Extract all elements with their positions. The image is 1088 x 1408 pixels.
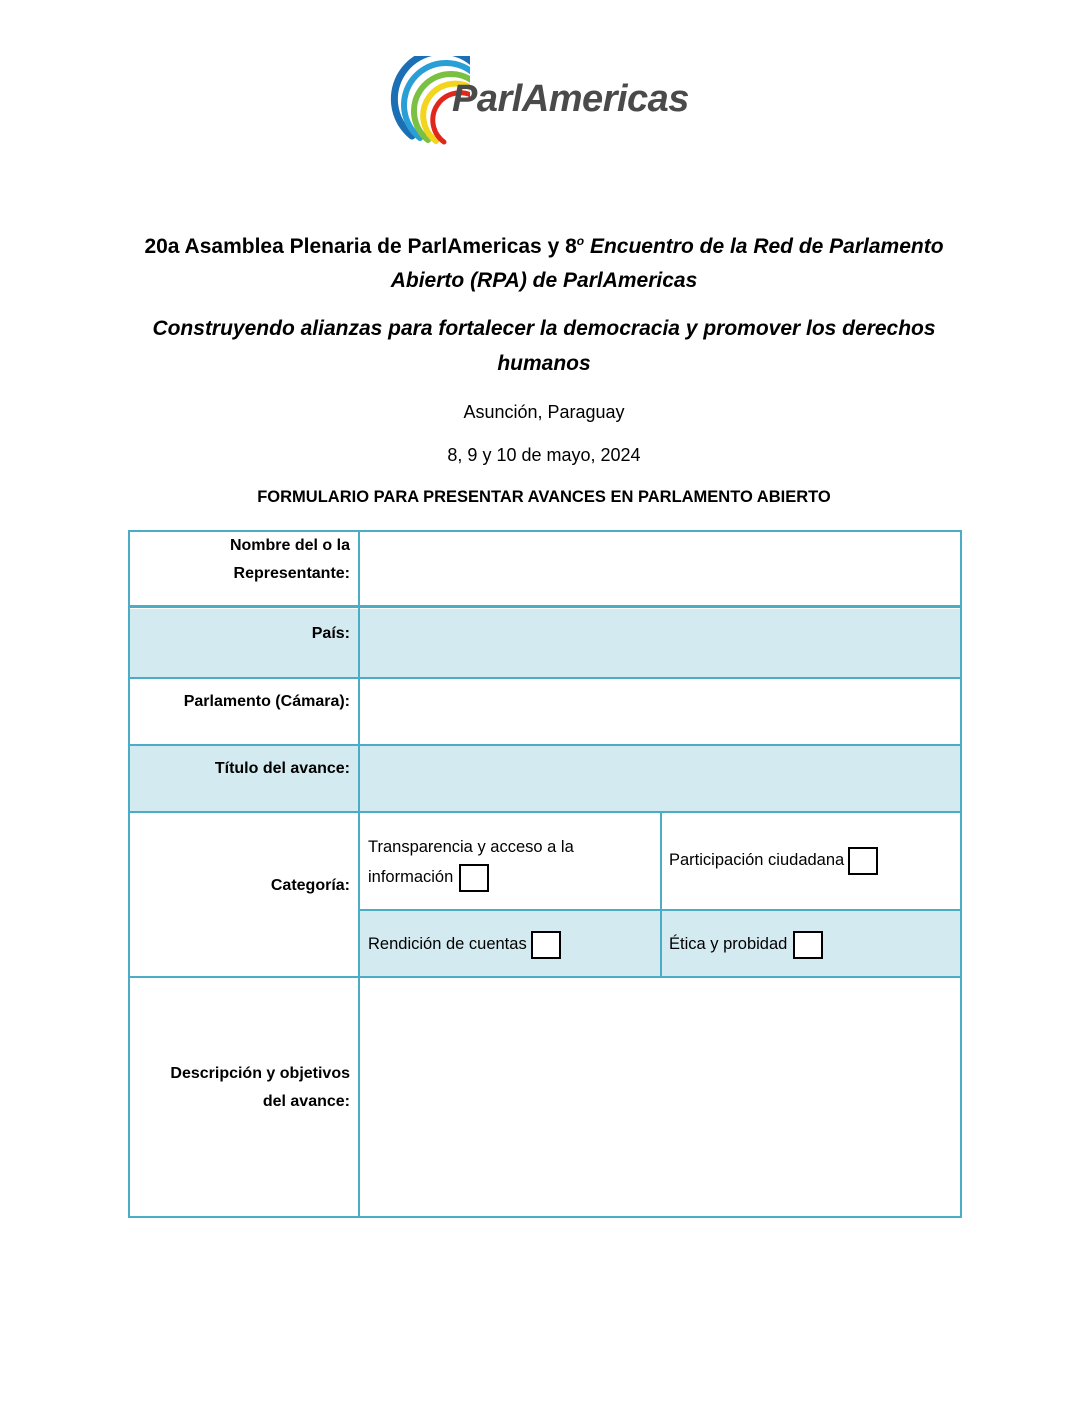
category-participation-label: Participación ciudadana xyxy=(669,851,845,869)
column-divider xyxy=(660,811,662,978)
progress-form xyxy=(128,530,962,1218)
accountability-checkbox[interactable] xyxy=(531,931,561,959)
parlamericas-logo xyxy=(390,56,700,148)
category-transparency-line2: información xyxy=(368,868,454,886)
form-title: FORMULARIO PARA PRESENTAR AVANCES EN PARLAMENTO ABIERTO xyxy=(257,488,831,506)
row-divider xyxy=(130,605,960,608)
category-option-participation xyxy=(669,846,878,875)
participation-checkbox[interactable] xyxy=(848,847,878,875)
country-input[interactable] xyxy=(360,609,960,677)
description-label-line1: Descripción y objetivos xyxy=(170,1065,350,1082)
progress-title-input[interactable] xyxy=(360,746,960,811)
category-transparency-line1: Transparencia y acceso a la xyxy=(368,838,574,856)
event-place: Asunción, Paraguay xyxy=(463,402,625,422)
document-title xyxy=(120,224,968,298)
description-label xyxy=(130,1060,350,1116)
row-divider xyxy=(358,909,960,911)
category-option-accountability xyxy=(368,930,561,959)
row-divider xyxy=(130,811,960,813)
logo-wordmark: ParlAmericas xyxy=(452,78,689,120)
parliament-label: Parlamento (Cámara): xyxy=(183,693,350,710)
category-label: Categoría: xyxy=(270,877,350,894)
representative-label-line2: Representante: xyxy=(233,565,350,582)
representative-input[interactable] xyxy=(360,532,960,605)
parliament-input[interactable] xyxy=(360,679,960,744)
representative-label-line1: Nombre del o la xyxy=(229,537,350,554)
event-dates: 8, 9 y 10 de mayo, 2024 xyxy=(447,445,641,465)
description-input[interactable] xyxy=(360,978,960,1216)
title-part1: 20a Asamblea Plenaria de ParlAmericas y 8 xyxy=(144,235,577,258)
category-option-transparency xyxy=(368,833,574,892)
category-ethics-label: Ética y probidad xyxy=(669,935,788,953)
document-subtitle: Construyendo alianzas para fortalecer la democracia y promover los derechos humanos xyxy=(152,317,936,375)
representative-label xyxy=(130,532,350,588)
title-italic: Encuentro de la Red de Parlamento Abierto (RPA) de ParlAmericas xyxy=(390,235,944,292)
ethics-checkbox[interactable] xyxy=(793,931,823,959)
transparency-checkbox[interactable] xyxy=(459,864,489,892)
title-superscript: o xyxy=(576,234,585,248)
category-accountability-label: Rendición de cuentas xyxy=(368,935,527,953)
category-option-ethics xyxy=(669,930,823,959)
progress-title-label: Título del avance: xyxy=(214,760,350,777)
description-label-line2: del avance: xyxy=(262,1093,350,1110)
country-label: País: xyxy=(311,625,350,642)
